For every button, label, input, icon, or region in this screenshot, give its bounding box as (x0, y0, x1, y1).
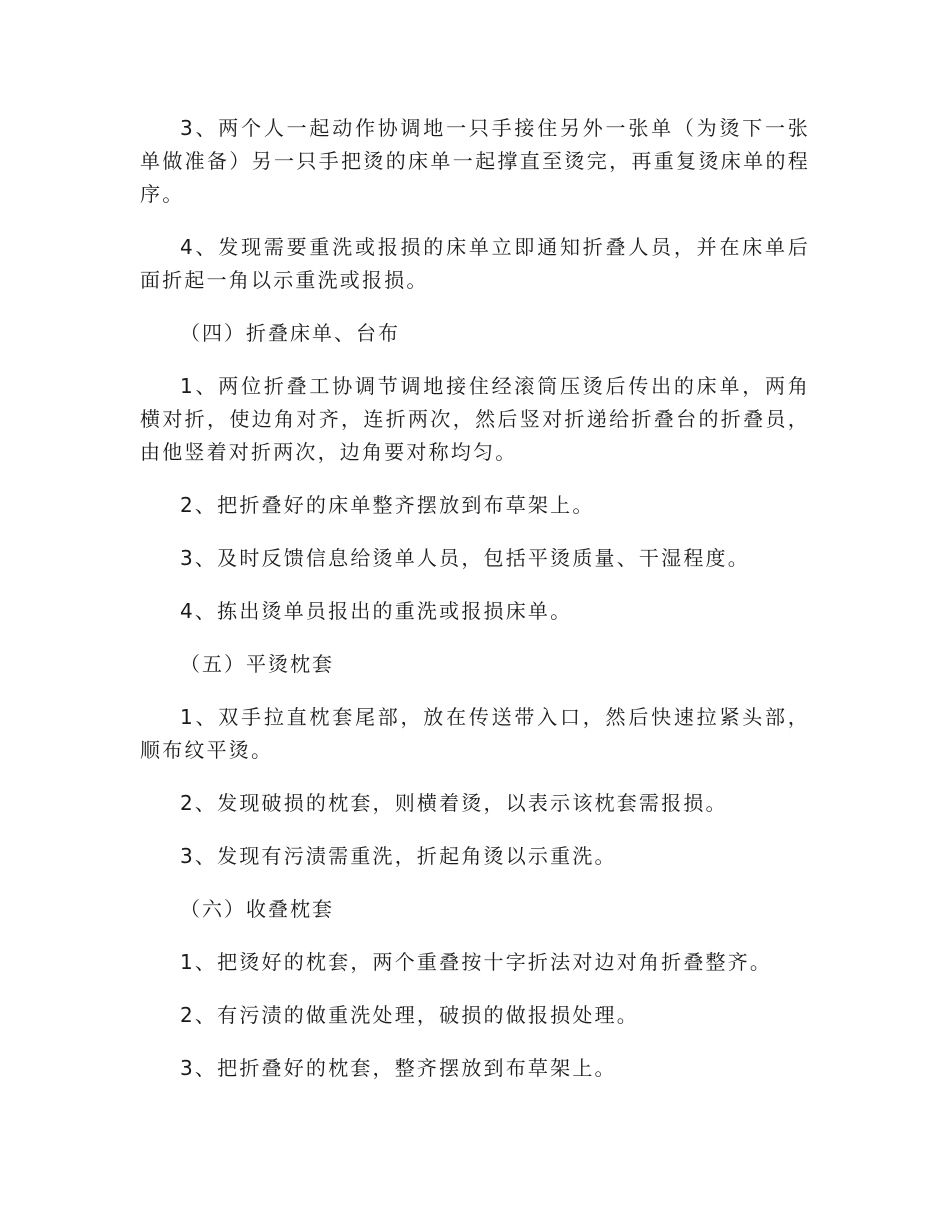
section-heading-folding-sheets: （四）折叠床单、台布 (180, 321, 400, 345)
paragraph-pillow-ironing-step-3: 3、发现有污渍需重洗，折起角烫以示重洗。 (180, 844, 617, 868)
paragraph-folding-step-4: 4、拣出烫单员报出的重洗或报损床单。 (180, 599, 573, 623)
paragraph-pillow-ironing-step-2: 2、发现破损的枕套，则横着烫，以表示该枕套需报损。 (180, 791, 728, 815)
paragraph-pillow-folding-step-1: 1、把烫好的枕套，两个重叠按十字折法对边对角折叠整齐。 (180, 950, 773, 974)
paragraph-folding-step-2: 2、把折叠好的床单整齐摆放到布草架上。 (180, 493, 595, 517)
paragraph-ironing-step-3: 3、两个人一起动作协调地一只手接住另外一张单（为烫下一张单做准备）另一只手把烫的床单一起撑直至烫完，再重复烫床单的程序。 (140, 116, 810, 206)
paragraph-folding-step-1: 1、两位折叠工协调节调地接住经滚筒压烫后传出的床单，两角横对折，使边角对齐，连折两次，然后竖对折递给折叠台的折叠员，由他竖着对折两次，边角要对称均匀。 (140, 374, 810, 464)
paragraph-folding-step-3: 3、及时反馈信息给烫单人员，包括平烫质量、干湿程度。 (180, 546, 750, 570)
section-heading-folding-pillowcases: （六）收叠枕套 (180, 897, 334, 921)
paragraph-pillow-folding-step-2: 2、有污渍的做重洗处理，破损的做报损处理。 (180, 1003, 639, 1027)
paragraph-ironing-step-4: 4、发现需要重洗或报损的床单立即通知折叠人员，并在床单后面折起一角以示重洗或报损。 (140, 235, 810, 292)
document-body (140, 112, 810, 1105)
paragraph-pillow-ironing-step-1: 1、双手拉直枕套尾部，放在传送带入口，然后快速拉紧头部，顺布纹平烫。 (140, 705, 810, 762)
paragraph-pillow-folding-step-3: 3、把折叠好的枕套，整齐摆放到布草架上。 (180, 1056, 617, 1080)
section-heading-ironing-pillowcases: （五）平烫枕套 (180, 652, 334, 676)
